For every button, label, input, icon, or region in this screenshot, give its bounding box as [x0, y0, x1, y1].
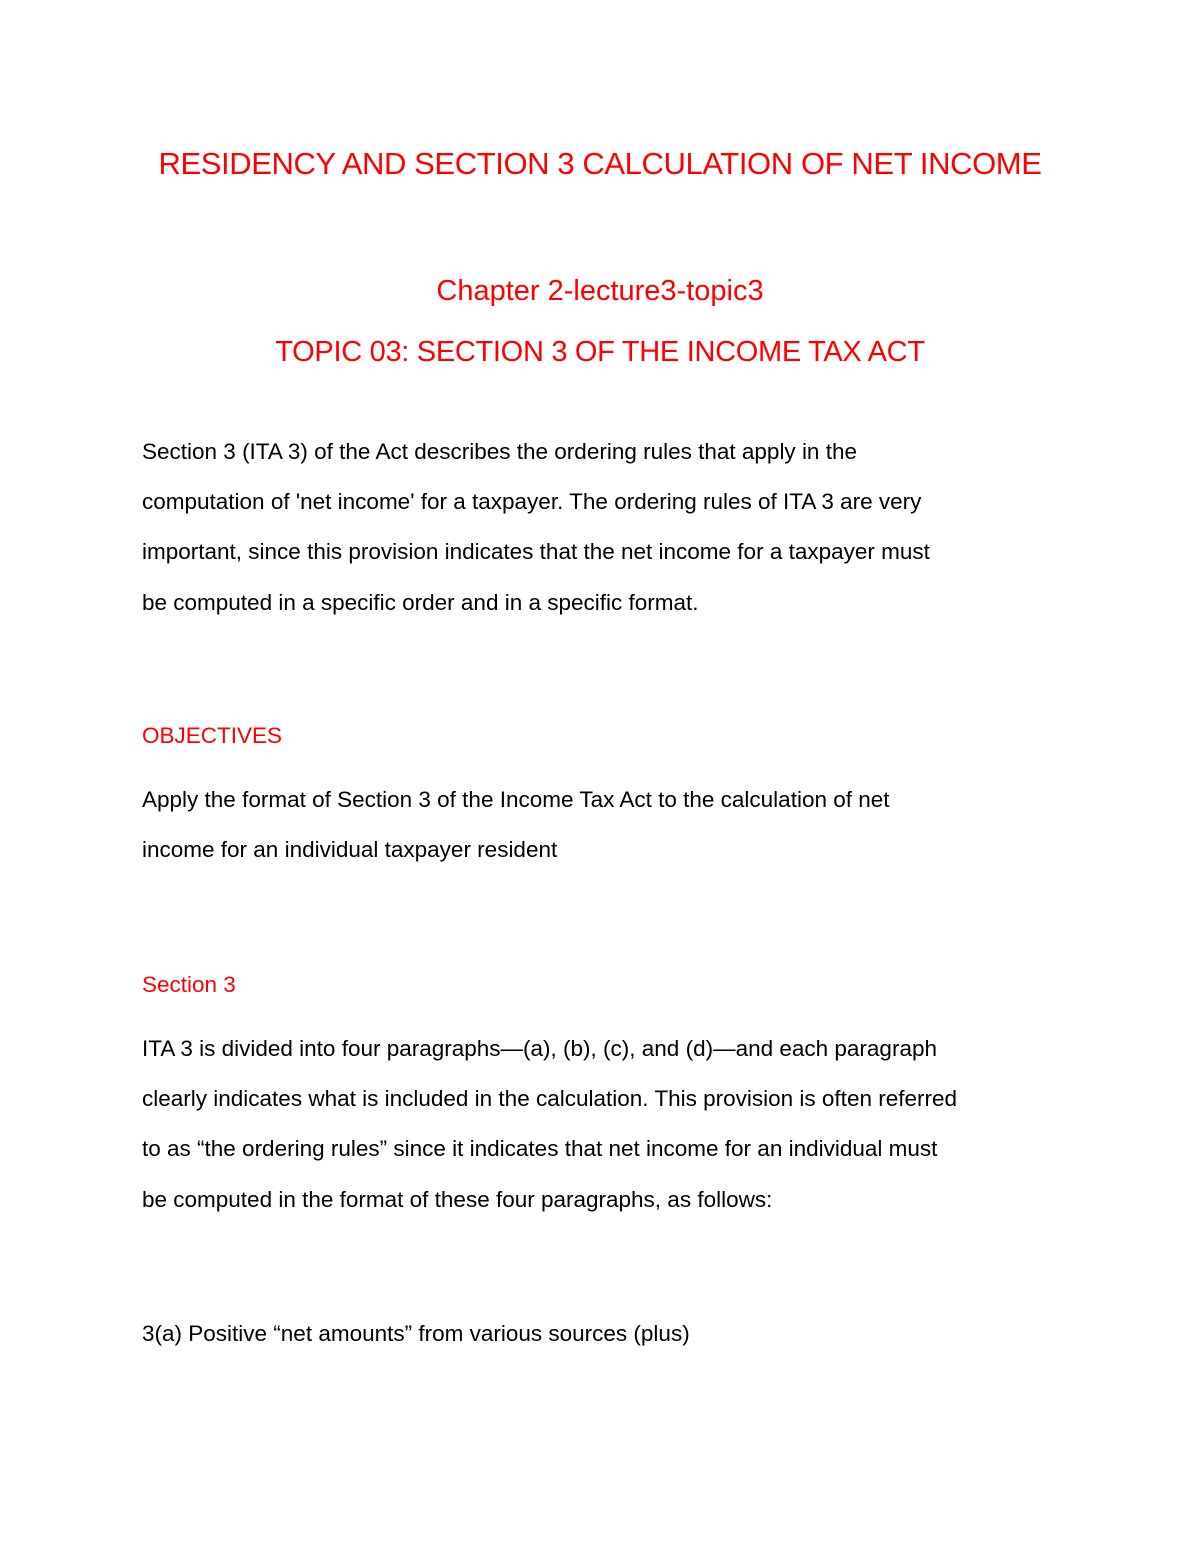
- objectives-paragraph: [142, 775, 1062, 875]
- section-3-line: clearly indicates what is included in the calculation. This provision is often referred: [142, 1086, 957, 1112]
- section-3-line: to as “the ordering rules” since it indicates that net income for an individual must: [142, 1136, 938, 1162]
- chapter-subtitle: Chapter 2-lecture3-topic3: [436, 275, 764, 307]
- objectives-line: income for an individual taxpayer resident: [142, 837, 558, 863]
- intro-paragraph: [142, 427, 1062, 628]
- intro-line: be computed in a specific order and in a specific format.: [142, 589, 699, 615]
- objectives-heading: OBJECTIVES: [142, 723, 283, 748]
- intro-line: computation of 'net income' for a taxpayer. The ordering rules of ITA 3 are very: [142, 489, 922, 515]
- topic-heading: TOPIC 03: SECTION 3 OF THE INCOME TAX ACT: [275, 336, 925, 368]
- section-3-line: be computed in the format of these four paragraphs, as follows:: [142, 1186, 773, 1212]
- item-3a-text: 3(a) Positive “net amounts” from various sources (plus): [142, 1321, 690, 1346]
- document-title: RESIDENCY AND SECTION 3 CALCULATION OF NET INCOME: [158, 146, 1042, 181]
- section-3-line: ITA 3 is divided into four paragraphs—(a), (b), (c), and (d)—and each paragraph: [142, 1036, 937, 1061]
- objectives-line: Apply the format of Section 3 of the Income Tax Act to the calculation of net: [142, 787, 890, 812]
- section-3-paragraph: [142, 1024, 1062, 1225]
- section-3-heading: Section 3: [142, 972, 236, 997]
- item-3a: [142, 1309, 1062, 1359]
- intro-line: important, since this provision indicates that the net income for a taxpayer must: [142, 539, 930, 565]
- intro-line: Section 3 (ITA 3) of the Act describes the ordering rules that apply in the: [142, 439, 857, 464]
